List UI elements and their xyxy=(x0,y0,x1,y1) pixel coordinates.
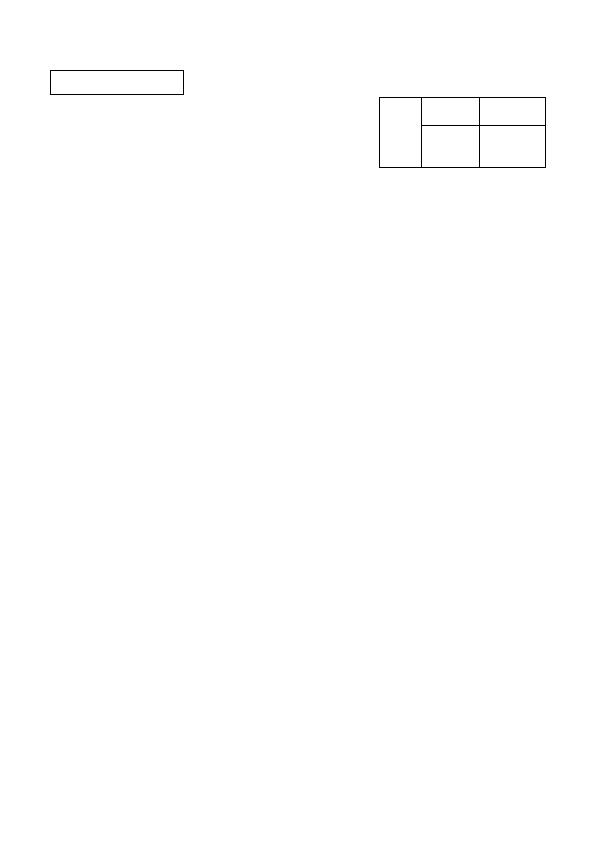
in-charge-sign-cell[interactable] xyxy=(422,126,480,168)
examiner-sign-cell[interactable] xyxy=(480,126,546,168)
approval-table xyxy=(379,97,546,168)
method-review-label xyxy=(380,98,422,168)
col-examiner xyxy=(480,98,546,126)
document-title-box xyxy=(50,70,184,95)
col-in-charge xyxy=(422,98,480,126)
applicant-signature xyxy=(386,670,414,681)
